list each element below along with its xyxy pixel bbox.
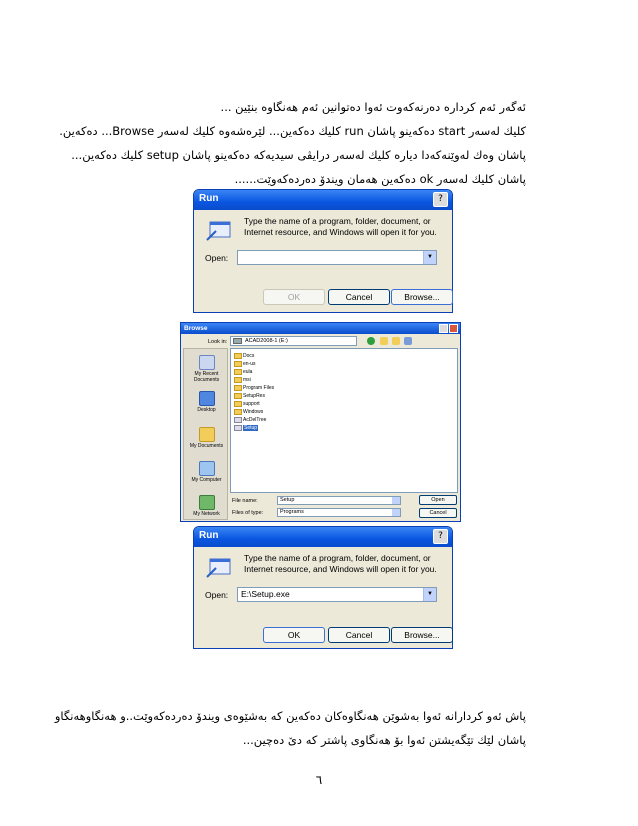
my-network-icon xyxy=(199,495,215,510)
places-bar xyxy=(183,348,228,520)
folder-icon xyxy=(234,353,242,359)
list-item[interactable]: Windows xyxy=(233,408,263,416)
views-icon[interactable] xyxy=(404,337,412,345)
run-description: Type the name of a program, folder, document, or Internet resource, and Windows will open it for you. xyxy=(244,216,437,237)
chevron-down-icon[interactable] xyxy=(392,509,400,516)
place-my-documents[interactable]: My Documents xyxy=(184,427,229,449)
file-list xyxy=(230,348,458,493)
open-input[interactable] xyxy=(237,587,437,602)
ok-button[interactable]: OK xyxy=(263,289,325,305)
run-program-icon xyxy=(206,220,232,242)
browse-title-bar[interactable] xyxy=(181,323,460,334)
run-title: Run xyxy=(199,193,219,204)
browse-button[interactable]: Browse... xyxy=(391,289,453,305)
closing-line-1: پاش ئەو کردارانە ئەوا بەشوێن هەنگاوەکان دەکەین کە بەشێوەی ویندۆ دەردەکەوێت..و هەنگاوهەنگاو xyxy=(54,709,526,723)
list-item[interactable]: AcDelTree xyxy=(233,416,266,424)
run-title: Run xyxy=(199,530,219,541)
intro-line-2: کلیك لەسەر start دەکەینو پاشان run کلیك دەکەین... لێرەشەوە کلیك لەسەر Browse... دەکەین. xyxy=(59,124,526,138)
open-input-value: E:\Setup.exe xyxy=(241,589,290,599)
ok-button[interactable]: OK xyxy=(263,627,325,643)
look-in-select[interactable] xyxy=(230,336,357,346)
list-item[interactable]: Program Files xyxy=(233,384,274,392)
help-button[interactable]: ? xyxy=(433,192,448,207)
back-icon[interactable] xyxy=(367,337,375,345)
chevron-down-icon[interactable]: ▼ xyxy=(423,588,436,601)
my-documents-icon xyxy=(199,427,215,442)
intro-line-4: پاشان کلیك لەسەر ok دەکەین هەمان ویندۆ دەردەکەوێت...... xyxy=(234,172,526,186)
closing-paragraph xyxy=(55,704,526,752)
page-number: ٦ xyxy=(315,773,323,787)
run-title-bar[interactable] xyxy=(194,190,452,210)
cancel-button[interactable]: Cancel xyxy=(328,289,390,305)
run-dialog-filled xyxy=(193,526,453,649)
folder-icon xyxy=(234,361,242,367)
list-item[interactable]: SetupRes xyxy=(233,392,265,400)
help-icon[interactable] xyxy=(439,324,448,333)
list-item-selected[interactable]: Setup xyxy=(233,424,258,432)
run-program-icon xyxy=(206,557,232,579)
folder-icon xyxy=(234,393,242,399)
file-name-label: File name: xyxy=(232,498,258,504)
chevron-down-icon[interactable]: ▼ xyxy=(423,251,436,264)
list-item[interactable]: msi xyxy=(233,376,251,384)
chevron-down-icon[interactable] xyxy=(392,497,400,504)
files-of-type-label: Files of type: xyxy=(232,510,264,516)
place-my-computer[interactable]: My Computer xyxy=(184,461,229,483)
recent-documents-icon xyxy=(199,355,215,370)
run-title-bar[interactable] xyxy=(194,527,452,547)
up-folder-icon[interactable] xyxy=(380,337,388,345)
drive-icon xyxy=(233,338,242,344)
look-in-value: ACAD2008-1 (E:) xyxy=(245,338,288,344)
browse-title: Browse xyxy=(184,325,208,332)
folder-icon xyxy=(234,377,242,383)
place-desktop[interactable]: Desktop xyxy=(184,391,229,413)
closing-line-2: پاشان لێك تێگەیشتن ئەوا بۆ هەنگاوی پاشتر کە دێ دەچین... xyxy=(242,733,526,747)
files-of-type-select[interactable]: Programs xyxy=(277,508,401,517)
browse-dialog xyxy=(180,322,461,522)
open-input[interactable] xyxy=(237,250,437,265)
look-in-label: Look in: xyxy=(208,339,228,345)
folder-icon xyxy=(234,409,242,415)
intro-paragraph xyxy=(59,95,526,191)
place-recent-documents[interactable]: My Recent Documents xyxy=(184,355,229,383)
desktop-icon xyxy=(199,391,215,406)
folder-icon xyxy=(234,385,242,391)
help-button[interactable]: ? xyxy=(433,529,448,544)
list-item[interactable]: support xyxy=(233,400,260,408)
list-item[interactable]: en-us xyxy=(233,360,256,368)
run-description: Type the name of a program, folder, document, or Internet resource, and Windows will open it for you. xyxy=(244,553,437,574)
my-computer-icon xyxy=(199,461,215,476)
open-button[interactable]: Open xyxy=(419,495,457,505)
new-folder-icon[interactable] xyxy=(392,337,400,345)
list-item[interactable]: eula xyxy=(233,368,252,376)
file-name-input[interactable]: Setup xyxy=(277,496,401,505)
browse-button[interactable]: Browse... xyxy=(391,627,453,643)
close-icon[interactable] xyxy=(449,324,458,333)
intro-line-1: ئەگەر ئەم کردارە دەرنەکەوت ئەوا دەتوانین ئەم هەنگاوە بنێین ... xyxy=(220,100,526,114)
list-item[interactable]: Docs xyxy=(233,352,254,360)
folder-icon xyxy=(234,369,242,375)
place-my-network[interactable]: My Network xyxy=(184,495,229,517)
cancel-button[interactable]: Cancel xyxy=(419,508,457,518)
open-label: Open: xyxy=(205,590,229,600)
folder-icon xyxy=(234,401,242,407)
setup-file-icon xyxy=(234,425,242,431)
run-dialog-empty xyxy=(193,189,453,313)
file-icon xyxy=(234,417,242,423)
open-label: Open: xyxy=(205,253,229,263)
intro-line-3: پاشان وەك لەوێنەکەدا دیارە کلیك لەسەر درایڤی سیدیەکە دەکەینو پاشان setup کلیك دەکەین... xyxy=(71,148,526,162)
cancel-button[interactable]: Cancel xyxy=(328,627,390,643)
